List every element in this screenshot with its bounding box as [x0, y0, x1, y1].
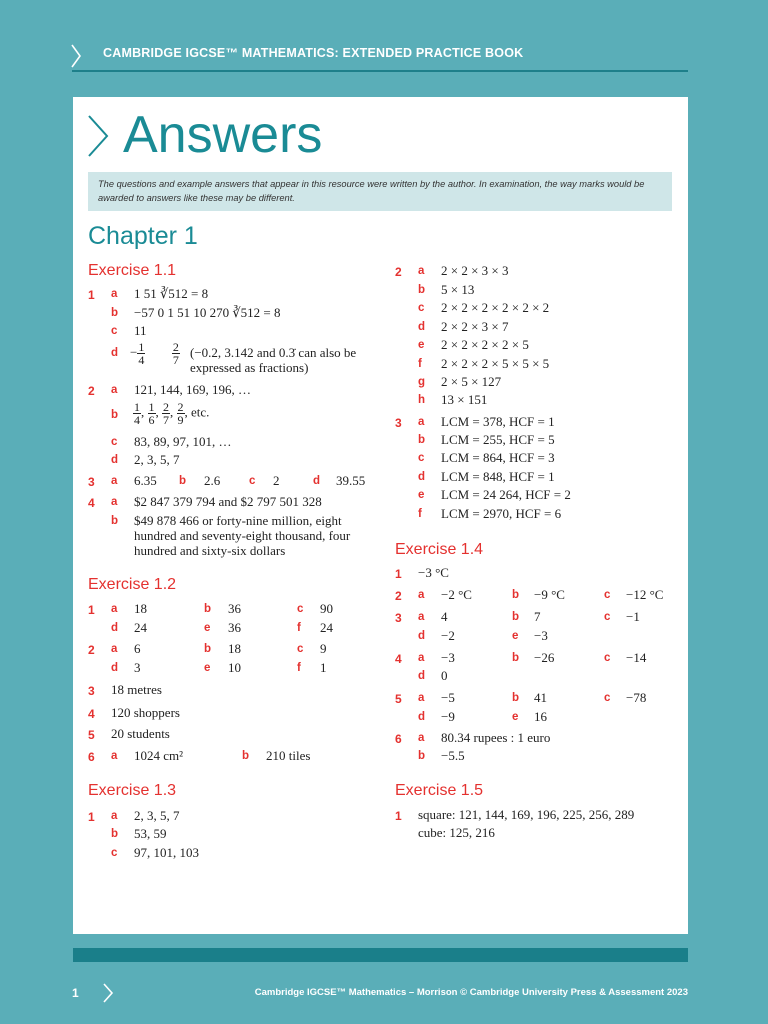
answer-text: 5 × 13	[441, 282, 475, 297]
part-label: c	[604, 692, 611, 704]
answer-text: 20 students	[111, 726, 170, 741]
part-label: g	[418, 376, 426, 388]
header-divider	[72, 70, 688, 72]
question-number: 5	[88, 728, 95, 742]
answer-text: $2 847 379 794 and $2 797 501 328	[134, 494, 322, 509]
answer-text: 2 × 2 × 2 × 2 × 2 × 2	[441, 300, 550, 315]
answer-text: 24	[320, 620, 333, 635]
answer-text: 1024 cm²	[134, 748, 184, 763]
part-label: b	[512, 692, 520, 704]
answer-text: LCM = 24 264, HCF = 2	[441, 487, 571, 502]
part-label: e	[512, 711, 519, 723]
part-label: b	[418, 750, 426, 762]
answer-text: 0	[441, 668, 448, 683]
part-label: b	[512, 611, 520, 623]
answer-text: 80.34 rupees : 1 euro	[441, 730, 551, 745]
answer-text: 6	[134, 641, 141, 656]
part-label: b	[111, 828, 119, 840]
answer-text: 13 × 151	[441, 392, 488, 407]
part-label: c	[111, 847, 118, 859]
question-number: 6	[88, 750, 95, 764]
part-label: a	[111, 475, 118, 487]
part-label: f	[418, 508, 422, 520]
answer-text: 36	[228, 601, 241, 616]
part-label: e	[204, 622, 211, 634]
answer-text: 16	[534, 709, 547, 724]
exercise-heading: Exercise 1.3	[88, 782, 177, 799]
part-label: c	[604, 611, 611, 623]
answer-text: −12 °C	[626, 587, 664, 602]
answer-text: 2 × 2 × 3 × 7	[441, 319, 509, 334]
part-label: e	[418, 339, 425, 351]
answer-text: 24	[134, 620, 147, 635]
question-number: 1	[395, 567, 402, 581]
chevron-right-icon	[70, 43, 82, 69]
answer-text: LCM = 255, HCF = 5	[441, 432, 555, 447]
part-label: b	[512, 652, 520, 664]
question-number: 4	[88, 496, 95, 510]
answer-text: −14	[626, 650, 647, 665]
answer-text: 2, 3, 5, 7	[134, 452, 180, 467]
part-label: e	[418, 489, 425, 501]
part-label: a	[111, 750, 118, 762]
answer-text: −3	[534, 628, 548, 643]
part-label: a	[418, 652, 425, 664]
answer-text: 97, 101, 103	[134, 845, 199, 860]
answer-text: 11	[134, 323, 147, 338]
part-label: f	[297, 662, 301, 674]
part-label: d	[111, 662, 119, 674]
answer-text: −9	[441, 709, 455, 724]
part-label: a	[418, 265, 425, 277]
disclaimer-note: The questions and example answers that appear in this resource were written by the author. In examination, the way marks would be awarded to answers like these may be different.	[88, 172, 672, 211]
part-label: d	[111, 454, 119, 466]
answer-text: 210 tiles	[266, 748, 311, 763]
answer-text: $49 878 466 or forty-nine million, eight	[134, 513, 342, 528]
exercise-heading: Exercise 1.5	[395, 782, 484, 799]
part-label: d	[418, 321, 426, 333]
answer-text: −57 0 1 51 10 270 ∛512 = 8	[134, 305, 281, 320]
part-label: b	[111, 515, 119, 527]
part-label: b	[512, 589, 520, 601]
answer-text: −2	[441, 628, 455, 643]
answer-text: −3	[441, 650, 455, 665]
part-label: c	[297, 603, 304, 615]
part-label: d	[111, 347, 119, 359]
answer-text: LCM = 378, HCF = 1	[441, 414, 555, 429]
question-number: 6	[395, 732, 402, 746]
question-number: 1	[88, 810, 95, 824]
part-label: d	[313, 475, 321, 487]
part-label: c	[111, 325, 118, 337]
part-label: c	[604, 589, 611, 601]
exercise-heading: Exercise 1.2	[88, 576, 177, 593]
answer-text: 3	[134, 660, 141, 675]
answer-text: hundred and seventy-eight thousand, four	[134, 528, 351, 543]
fraction: $\frac{2}{7}$	[172, 340, 179, 367]
answers-page	[73, 97, 688, 934]
part-label: a	[418, 416, 425, 428]
part-label: a	[418, 692, 425, 704]
answer-text: 18	[134, 601, 147, 616]
part-label: a	[111, 288, 118, 300]
answer-text: −5	[441, 690, 455, 705]
part-label: d	[418, 630, 426, 642]
answer-text: square: 121, 144, 169, 196, 225, 256, 289	[418, 807, 635, 822]
question-number: 4	[395, 652, 402, 666]
answer-text: 2, 3, 5, 7	[134, 808, 180, 823]
part-label: a	[418, 732, 425, 744]
part-label: a	[111, 496, 118, 508]
footer-bar	[73, 948, 688, 962]
minus-sign: −	[130, 344, 138, 360]
part-label: h	[418, 394, 426, 406]
part-label: d	[418, 670, 426, 682]
answer-text: −78	[626, 690, 647, 705]
part-label: b	[242, 750, 250, 762]
question-number: 2	[88, 643, 95, 657]
part-label: c	[418, 302, 425, 314]
answer-text: 39.55	[336, 473, 366, 488]
question-number: 2	[88, 384, 95, 398]
chevron-right-icon	[85, 114, 111, 158]
footer-copyright: Cambridge IGCSE™ Mathematics – Morrison © Cambridge University Press & Assessment 2023	[254, 987, 688, 998]
answer-text: expressed as fractions)	[190, 360, 309, 375]
answer-text: −2 °C	[441, 587, 472, 602]
answer-text: 7	[534, 609, 541, 624]
question-number: 1	[88, 603, 95, 617]
chapter-heading: Chapter 1	[88, 222, 198, 250]
answer-text: 4	[441, 609, 448, 624]
answer-text: (−0.2, 3.142 and 0.3̇ can also be	[190, 345, 357, 360]
part-label: c	[418, 452, 425, 464]
question-number: 2	[395, 265, 402, 279]
answer-text: −26	[534, 650, 555, 665]
answer-text: 10	[228, 660, 241, 675]
question-number: 2	[395, 589, 402, 603]
part-label: f	[297, 622, 301, 634]
answer-text: 53, 59	[134, 826, 167, 841]
part-label: b	[111, 409, 119, 421]
question-number: 3	[395, 611, 402, 625]
book-title: CAMBRIDGE IGCSE™ MATHEMATICS: EXTENDED PRACTICE BOOK	[103, 46, 524, 60]
part-label: b	[418, 284, 426, 296]
answer-text: −9 °C	[534, 587, 565, 602]
answer-text: 2 × 2 × 2 × 2 × 5	[441, 337, 529, 352]
answer-text: 41	[534, 690, 547, 705]
answer-text: LCM = 864, HCF = 3	[441, 450, 555, 465]
question-number: 3	[88, 475, 95, 489]
fraction: $\frac{1}{4}$	[138, 340, 145, 367]
chevron-right-icon	[102, 982, 114, 1004]
answer-text: 18 metres	[111, 682, 162, 697]
part-label: d	[418, 711, 426, 723]
answer-text: 83, 89, 97, 101, …	[134, 434, 232, 449]
answer-fractions	[130, 341, 180, 366]
part-label: e	[204, 662, 211, 674]
answer-text: 2	[273, 473, 280, 488]
answer-text: −1	[626, 609, 640, 624]
answer-text: 1 51 ∛512 = 8	[134, 286, 209, 301]
part-label: c	[604, 652, 611, 664]
answer-text: 36	[228, 620, 241, 635]
answer-text: hundred and sixty-six dollars	[134, 543, 286, 558]
answer-text: 2.6	[204, 473, 221, 488]
part-label: a	[111, 384, 118, 396]
answer-text: 120 shoppers	[111, 705, 180, 720]
answer-text: 2 × 2 × 3 × 3	[441, 263, 509, 278]
part-label: d	[111, 622, 119, 634]
question-number: 3	[395, 416, 402, 430]
part-label: a	[111, 603, 118, 615]
part-label: a	[418, 611, 425, 623]
answer-text: 18	[228, 641, 241, 656]
answer-text: −5.5	[441, 748, 465, 763]
part-label: b	[179, 475, 187, 487]
answer-text: LCM = 2970, HCF = 6	[441, 506, 562, 521]
question-number: 3	[88, 684, 95, 698]
answer-text: 90	[320, 601, 333, 616]
exercise-heading: Exercise 1.4	[395, 541, 484, 558]
part-label: e	[512, 630, 519, 642]
part-label: c	[249, 475, 256, 487]
part-label: c	[111, 436, 118, 448]
part-label: b	[204, 603, 212, 615]
question-number: 1	[88, 288, 95, 302]
answer-text: cube: 125, 216	[418, 825, 495, 840]
answer-text: 9	[320, 641, 327, 656]
answer-text: 1	[320, 660, 327, 675]
answer-text: 2 × 2 × 2 × 5 × 5 × 5	[441, 356, 550, 371]
question-number: 4	[88, 707, 95, 721]
part-label: a	[111, 643, 118, 655]
part-label: a	[111, 810, 118, 822]
part-label: f	[418, 358, 422, 370]
part-label: d	[418, 471, 426, 483]
part-label: a	[418, 589, 425, 601]
question-number: 5	[395, 692, 402, 706]
exercise-heading: Exercise 1.1	[88, 262, 177, 279]
part-label: b	[111, 307, 119, 319]
question-number: 1	[395, 809, 402, 823]
answer-text: −3 °C	[418, 565, 449, 580]
answer-fractions: $\frac{1}{4}$ , $\frac{1}{6}$ , $\frac{2}{7}$ , $\frac{2}{9}$ , etc.	[134, 400, 210, 427]
part-label: b	[418, 434, 426, 446]
page-title: Answers	[123, 106, 323, 164]
part-label: c	[297, 643, 304, 655]
part-label: b	[204, 643, 212, 655]
page-number: 1	[72, 986, 79, 1000]
answer-text: 2 × 5 × 127	[441, 374, 502, 389]
answer-text: LCM = 848, HCF = 1	[441, 469, 555, 484]
answer-text: 121, 144, 169, 196, …	[134, 382, 251, 397]
answer-text: 6.35	[134, 473, 157, 488]
